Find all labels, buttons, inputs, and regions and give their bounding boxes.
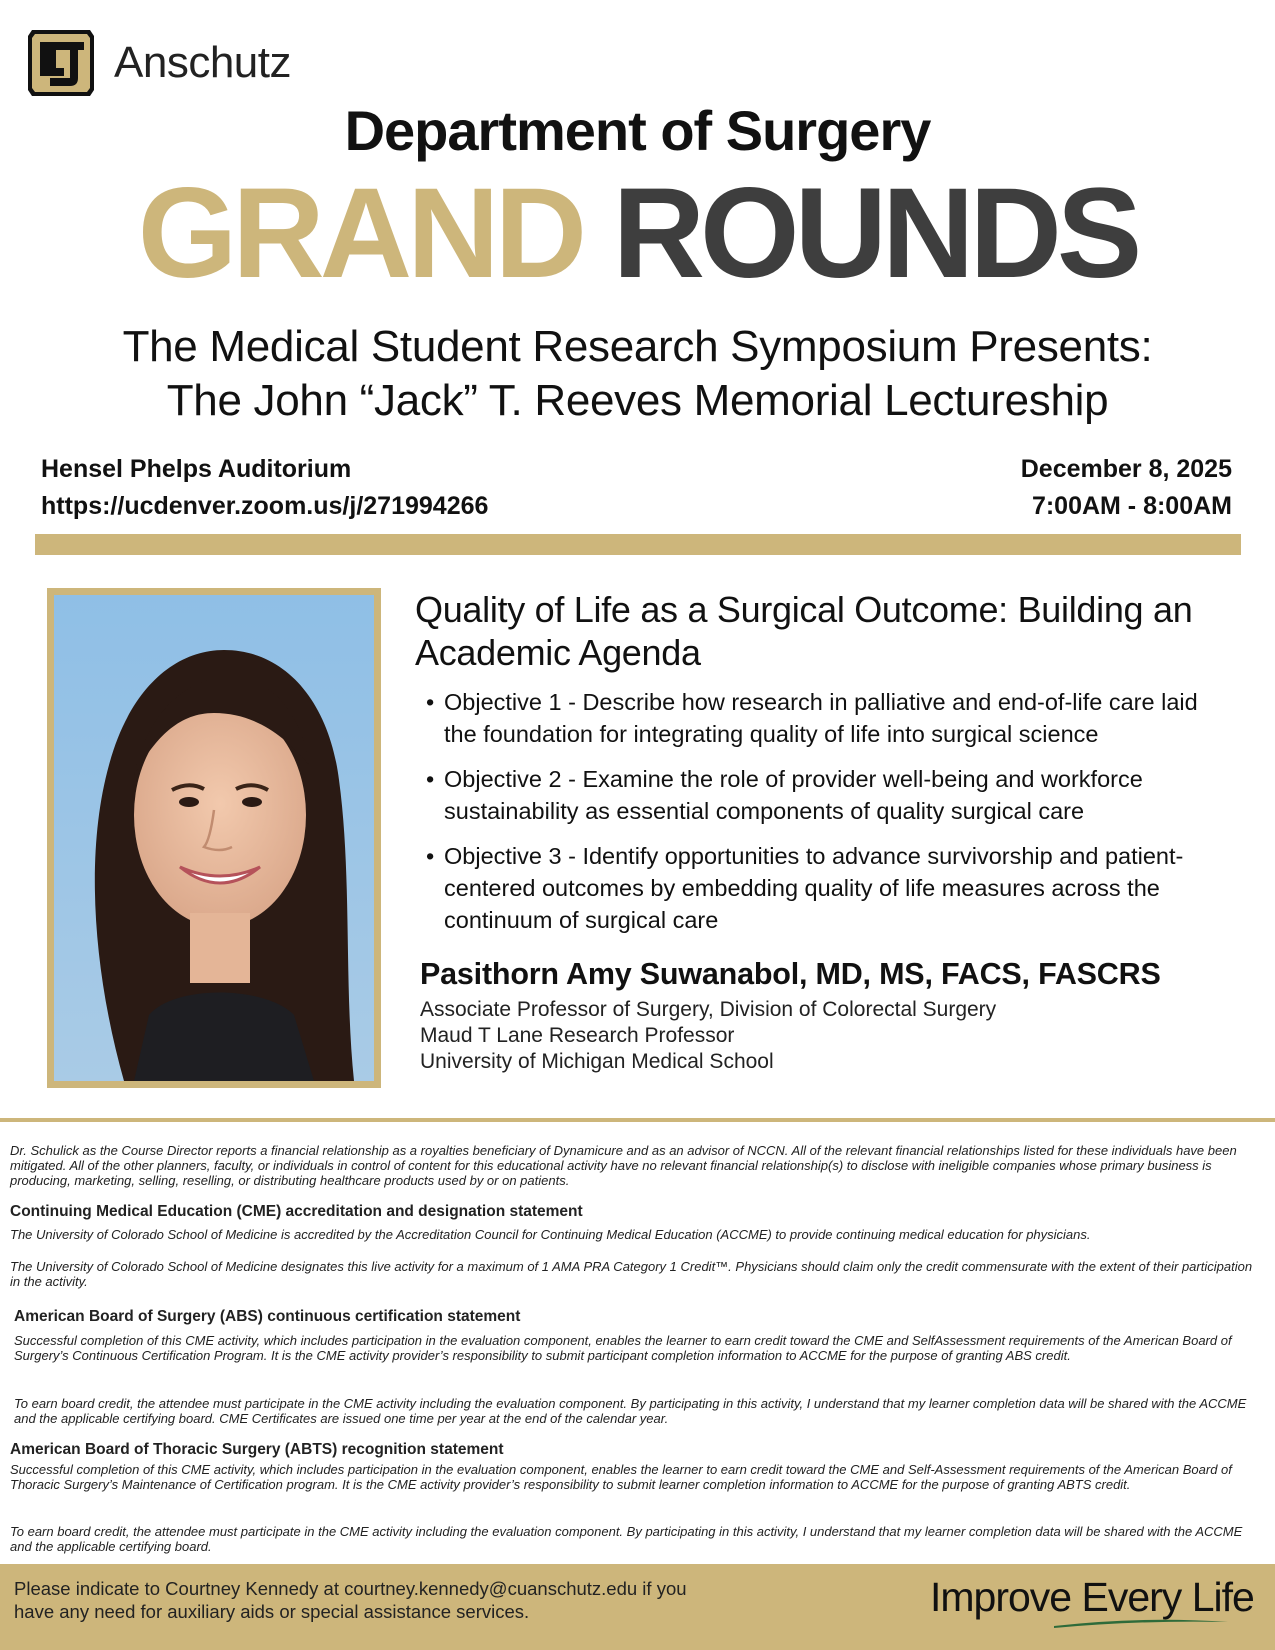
zoom-link[interactable]: https://ucdenver.zoom.us/j/271994266 [41,492,489,520]
event-date: December 8, 2025 [1020,455,1232,483]
objective-item [415,686,1235,750]
cme-heading: Continuing Medical Education (CME) accreditation and designation statement [10,1203,583,1220]
financial-disclosure: Dr. Schulick as the Course Director reports a financial relationship as a royalties beneficiary of Dynamicure and as an advisor of NCCN. All of the relevant financial relationships listed for these individuals have been mitigated. All of the other planners, faculty, or individuals in control of content for this educational activity have no relevant financial relationship(s) to disclose with ineligible companies whose primary business is producing, marketing, selling, reselling, or distributing healthcare products used by or on patients. [10,1143,1237,1188]
grand-word: GRAND [137,162,583,305]
cme-designation: The University of Colorado School of Medicine designates this live activity for a maximum of 1 AMA PRA Category 1 Credit™. Physicians should claim only the credit commensurate with the extent of their participation in the activity. [10,1259,1253,1289]
gold-divider-bottom [0,1118,1275,1122]
speaker-photo [54,595,374,1081]
symposium-subtitle: The Medical Student Research Symposium Presents: [122,322,1153,371]
gold-divider-top [35,534,1241,555]
tagline-swoosh [1052,1614,1230,1630]
abts-statement: Successful completion of this CME activity, which includes participation in the evaluation component, enables the learner to earn credit toward the CME and Self-Assessment requirements of the American Board of Thoracic Surgery’s Maintenance of Certification program. It is the CME activity provider’s responsibility to submit learner completion information to ACCME for the purpose of granting ABTS credit. [10,1462,1232,1492]
bullet-icon: • [426,766,435,792]
objective-item [415,763,1235,827]
abs-statement: Successful completion of this CME activity, which includes participation in the evaluation component, enables the learner to earn credit toward the CME and SelfAssessment requirements of the American Board of Surgery’s Continuous Certification Program. It is the CME activity provider’s responsibility to submit participant completion information to ACCME for the purpose of granting ABS credit. [14,1333,1232,1363]
event-time: 7:00AM - 8:00AM [1031,492,1232,520]
rounds-word: ROUNDS [612,162,1138,305]
speaker-affiliation: Maud T Lane Research Professor [420,1024,735,1047]
abs-heading: American Board of Surgery (ABS) continuous certification statement [14,1308,521,1325]
assistance-notice: Please indicate to Courtney Kennedy at courtney.kennedy@cuanschutz.edu if you have any need for auxiliary aids or special assistance services. [14,1578,687,1622]
cu-logo-icon [26,28,96,98]
cme-statement: The University of Colorado School of Medicine is accredited by the Accreditation Council for Continuing Medical Education (ACCME) to provide continuing medical education for physicians. [10,1227,1091,1242]
abts-heading: American Board of Thoracic Surgery (ABTS) recognition statement [10,1441,504,1458]
grand-rounds-title [0,164,1275,304]
department-title: Department of Surgery [344,99,931,162]
speaker-affiliation: University of Michigan Medical School [420,1050,774,1073]
lectureship-subtitle: The John “Jack” T. Reeves Memorial Lectureship [166,376,1109,425]
objective-text: Objective 3 - Identify opportunities to advance survivorship and patient-centered outcomes by embedding quality of life measures across the continuum of surgical care [444,843,1184,933]
bullet-icon: • [426,689,435,715]
speaker-name: Pasithorn Amy Suwanabol, MD, MS, FACS, FASCRS [420,957,1161,991]
brand-name: Anschutz [114,38,291,87]
tagline: Improve Every Life [930,1574,1254,1620]
abs-board-credit: To earn board credit, the attendee must participate in the CME activity including the evaluation component. By participating in this activity, I understand that my learner completion data will be shared with the ACCME and the applicable certifying board. CME Certificates are issued one time per year at the end of the calendar year. [14,1396,1247,1426]
objective-text: Objective 2 - Examine the role of provider well-being and workforce sustainability as essential components of quality surgical care [444,766,1143,824]
objective-item [415,840,1235,936]
talk-title: Quality of Life as a Surgical Outcome: Building an Academic Agenda [415,589,1193,673]
objective-text: Objective 1 - Describe how research in palliative and end-of-life care laid the foundation for integrating quality of life into surgical science [444,689,1198,747]
speaker-affiliation: Associate Professor of Surgery, Division of Colorectal Surgery [420,998,997,1021]
objectives-list [415,686,1235,949]
bullet-icon: • [426,843,435,869]
event-venue: Hensel Phelps Auditorium [41,455,352,483]
abts-board-credit: To earn board credit, the attendee must participate in the CME activity including the evaluation component. By participating in this activity, I understand that my learner completion data will be shared with the ACCME and the applicable certifying board. [10,1524,1243,1554]
